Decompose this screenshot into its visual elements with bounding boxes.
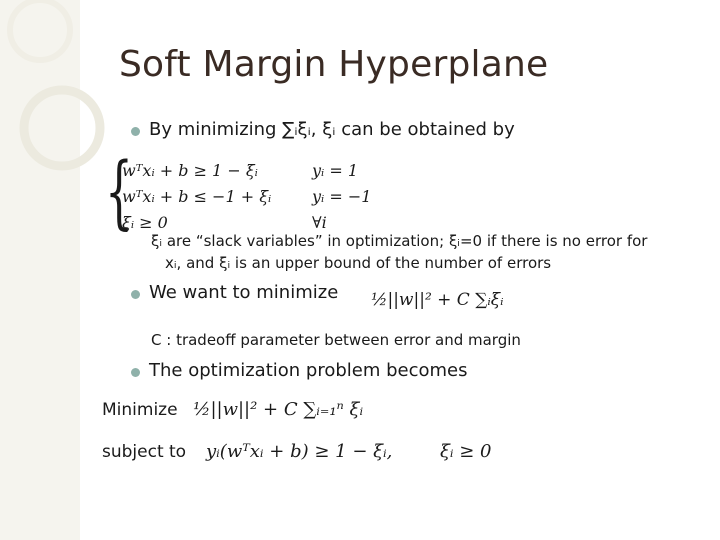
bullet-2-text: We want to minimize xyxy=(149,282,339,303)
slack-note-line-2: xᵢ, and ξᵢ is an upper bound of the number of errors xyxy=(165,254,552,272)
objective-formula: ½||w||² + C ∑ᵢ₌₁ⁿ ξᵢ xyxy=(193,399,364,420)
subject-to-label: subject to xyxy=(102,442,187,462)
bullet-dot xyxy=(131,127,140,136)
slack-note-line-1: ξᵢ are “slack variables” in optimization; ξᵢ=0 if there is no error for xyxy=(151,232,648,250)
tradeoff-note: C : tradeoff parameter between error and margin xyxy=(151,331,521,349)
slide-title: Soft Margin Hyperplane xyxy=(119,44,549,85)
bullet-3-text: The optimization problem becomes xyxy=(149,360,468,381)
constraint-row-3-left: ξᵢ ≥ 0 xyxy=(122,213,168,232)
decorative-rings xyxy=(0,0,120,200)
constraint-system xyxy=(105,145,390,238)
constraint-row-3-right: ∀i xyxy=(312,213,327,232)
minimize-label: Minimize xyxy=(102,400,178,420)
constraint-row-2-left: wᵀxᵢ + b ≤ −1 + ξᵢ xyxy=(122,187,272,206)
constraint-formula: yᵢ(wᵀxᵢ + b) ≥ 1 − ξᵢ, xyxy=(206,441,393,462)
bullet-dot xyxy=(131,290,140,299)
constraint-row-2-right: yᵢ = −1 xyxy=(312,187,372,206)
minimize-formula: ½||w||² + C ∑ᵢξᵢ xyxy=(371,290,504,310)
nonneg-formula: ξᵢ ≥ 0 xyxy=(440,441,492,462)
bullet-dot xyxy=(131,368,140,377)
constraint-row-1-left: wᵀxᵢ + b ≥ 1 − ξᵢ xyxy=(122,161,258,180)
constraint-row-1-right: yᵢ = 1 xyxy=(312,161,359,180)
left-brace: { xyxy=(105,145,133,238)
bullet-1-text: By minimizing ∑ᵢξᵢ, ξᵢ can be obtained by xyxy=(149,119,515,140)
